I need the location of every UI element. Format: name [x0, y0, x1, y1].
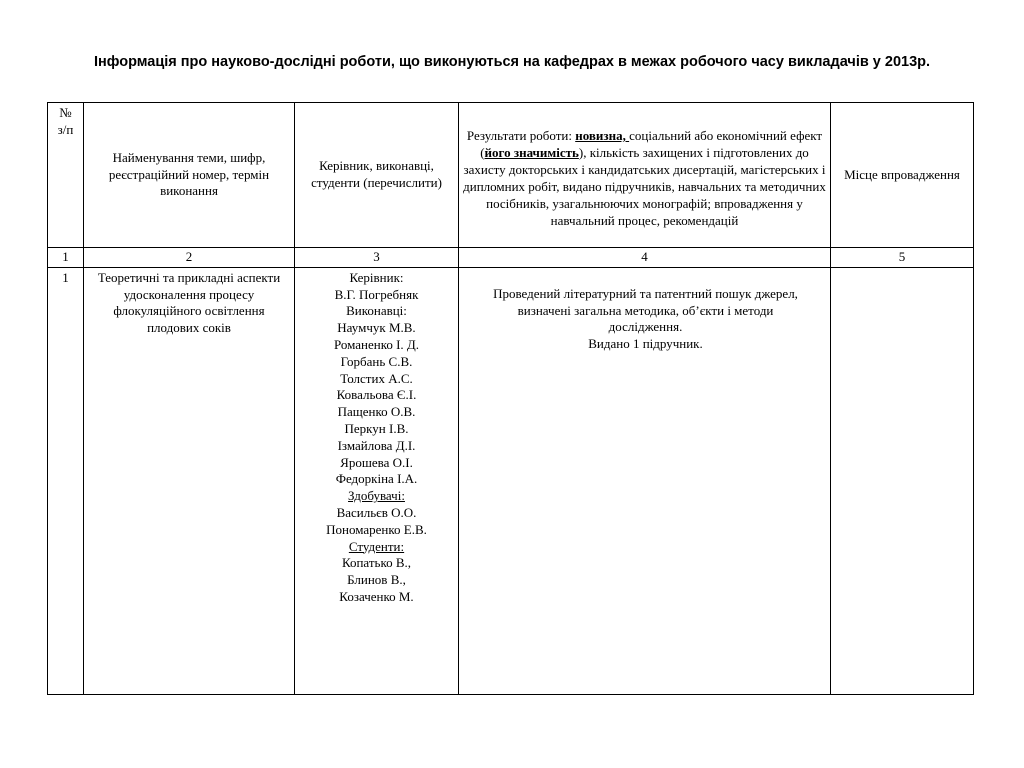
applicant-name: Пономаренко Е.В. — [326, 521, 427, 537]
students-label: Студенти: — [348, 538, 405, 554]
row-place — [831, 267, 974, 694]
result-line: Проведений літературний та патентний пошук джерел, — [493, 285, 798, 301]
column-index: 4 — [459, 248, 831, 268]
executor-name: Толстих А.С. — [340, 370, 413, 386]
column-index-row — [48, 248, 974, 268]
header-number-symbol: № — [59, 105, 72, 120]
executor-name: Ярошева О.І. — [340, 454, 413, 470]
executor-name: Ізмайлова Д.І. — [337, 437, 416, 453]
page-title: Інформація про науково-дослідні роботи, що виконуються на кафедрах в межах робочого часу викладачів у 2013р. — [93, 54, 931, 70]
header-number-abbr: з/п — [57, 121, 74, 137]
executor-name: Перкун І.В. — [344, 420, 409, 436]
column-index: 5 — [831, 248, 974, 268]
executor-name: Пащенко О.В. — [337, 404, 416, 420]
row-people — [295, 267, 459, 694]
header-place: Місце впровадження — [831, 103, 974, 248]
result-line: дослідження. — [608, 319, 683, 335]
header-topic: Найменування теми, шифр, реєстраційний номер, термін виконання — [84, 103, 295, 248]
applicant-name: Васильєв О.О. — [336, 504, 417, 520]
header-results-novelty: новизна, — [575, 128, 630, 143]
research-table — [47, 102, 974, 695]
executor-name: Романенко І. Д. — [333, 336, 420, 352]
header-results-significance: його значимість — [484, 145, 579, 160]
student-name: Копатько В., — [341, 555, 412, 571]
executor-name: Наумчук М.В. — [337, 320, 416, 336]
row-results — [459, 267, 831, 694]
student-name: Козаченко М. — [339, 588, 414, 604]
column-index: 1 — [48, 248, 84, 268]
table-row — [48, 267, 974, 694]
header-results-mid: соціальний або економічний ефект ( — [480, 128, 823, 160]
result-line: визначені загальна методика, об’єкти і методи — [517, 302, 774, 318]
executor-name: Ковальова Є.І. — [336, 387, 417, 403]
header-results-prefix: Результати роботи: — [466, 128, 576, 143]
result-line: Видано 1 підручник. — [588, 336, 703, 352]
header-number — [48, 103, 84, 248]
executors-label: Виконавці: — [346, 303, 407, 319]
header-results-suffix: ), кількість захищених і підготовлених до захисту докторських і кандидатських дисертацій, магістерських і дипломних робіт, видано підручників, навчальних та методичних посібників, узагальнюючих монографій; впровадження у навчальний процес, рекомендацій — [463, 145, 826, 228]
executor-name: Горбань С.В. — [340, 353, 413, 369]
row-topic: Теоретичні та прикладні аспекти удосконалення процесу флокуляційного освітлення плодових соків — [84, 267, 295, 694]
student-name: Блинов В., — [347, 572, 406, 588]
header-people: Керівник, виконавці, студенти (перечислити) — [295, 103, 459, 248]
applicants-label: Здобувачі: — [348, 488, 405, 504]
leader-label: Керівник: — [349, 269, 404, 285]
row-number: 1 — [48, 267, 84, 694]
header-results — [459, 103, 831, 248]
executor-name: Федоркіна І.А. — [335, 471, 418, 487]
column-index: 2 — [84, 248, 295, 268]
leader-name: В.Г. Погребняк — [334, 286, 419, 302]
column-index: 3 — [295, 248, 459, 268]
table-header-row — [48, 103, 974, 248]
